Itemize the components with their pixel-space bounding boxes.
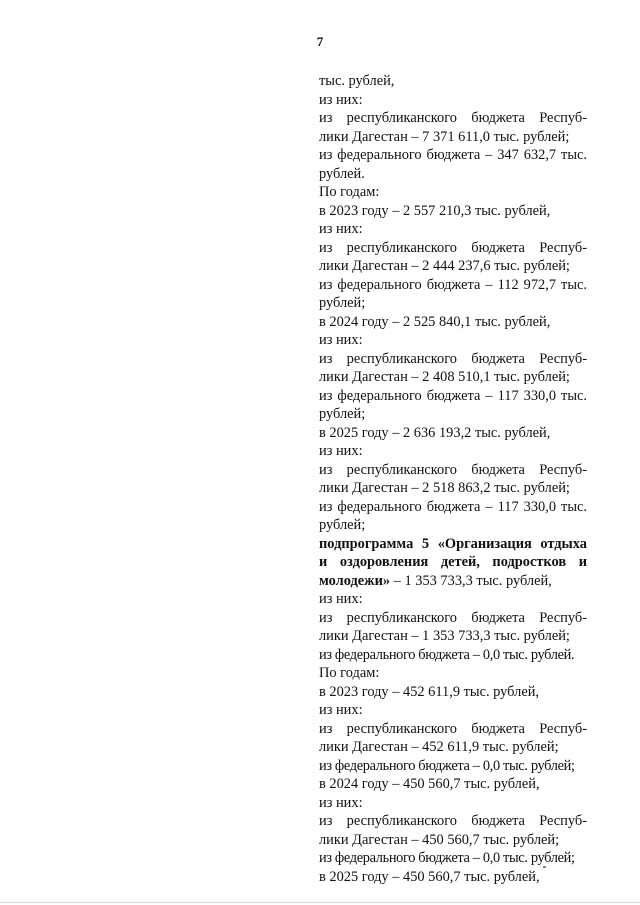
text-line: лики Дагестан – 450 560,7 тыс. рублей; [319,831,560,848]
text-line: лики Дагестан – 2 444 237,6 тыс. рублей; [319,258,570,274]
text-line: тыс. рублей, [319,73,395,89]
text-line: в 2023 году – 2 557 210,3 тыс. рублей, [319,202,551,219]
text-line: из республиканского бюджета Респуб- [319,609,587,626]
text-line: рублей. [319,165,365,182]
text-line: лики Дагестан – 2 408 510,1 тыс. рублей; [319,369,570,385]
text-line: По годам: [319,184,380,200]
text-line: в 2025 году – 2 636 193,2 тыс. рублей, [319,424,551,441]
text-line: из федерального бюджета – 117 330,0 тыс. [319,387,587,404]
page-number: 7 [316,34,324,49]
text-line: из них: [319,91,363,108]
page-bottom-edge [0,902,640,903]
text-line: из федерального бюджета – 0,0 тыс. рублей; [319,850,575,866]
text-line: лики Дагестан – 7 371 611,0 тыс. рублей; [319,128,570,145]
text-line: из федерального бюджета – 0,0 тыс. рублей. [319,646,575,663]
text-line: лики Дагестан – 2 518 863,2 тыс. рублей; [319,480,570,496]
subprogram-title-end: молодежи» [319,572,391,589]
text-line: из республиканского бюджета Респуб- [319,813,587,829]
document-text-column [319,72,587,886]
text-line: из республиканского бюджета Респуб- [319,350,587,367]
text-line: из них: [319,443,363,459]
text-line: в 2023 году – 452 611,9 тыс. рублей, [319,683,540,700]
text-line: По годам: [319,665,380,681]
text-line: из федерального бюджета – 117 330,0 тыс. [319,498,587,515]
text-line: рублей; [319,295,366,311]
text-line: из них: [319,794,363,811]
text-line: из них: [319,221,363,237]
text-line [319,572,587,591]
subprogram-amount: – 1 353 733,3 тыс. рублей, [390,572,552,589]
text-line: из федерального бюджета – 347 632,7 тыс. [319,147,587,163]
text-line: из республиканского бюджета Респуб- [319,461,587,478]
text-line: рублей; [319,406,366,422]
text-line: из республиканского бюджета Респуб- [319,110,587,126]
text-line: и оздоровления детей, подростков и [319,554,587,570]
text-line: из республиканского бюджета Респуб- [319,239,587,256]
text-line: в 2025 году – 450 560,7 тыс. рублей, [319,868,540,885]
text-line: из них: [319,702,363,718]
text-line: подпрограмма 5 «Организация отдыха [319,535,587,552]
text-line: из них: [319,591,363,607]
text-line: из федерального бюджета – 112 972,7 тыс. [319,276,587,293]
text-line: в 2024 году – 450 560,7 тыс. рублей, [319,776,540,792]
text-line: лики Дагестан – 1 353 733,3 тыс. рублей; [319,628,570,644]
scan-speck [543,866,546,868]
text-line: лики Дагестан – 452 611,9 тыс. рублей; [319,739,559,755]
text-line: из республиканского бюджета Респуб- [319,720,587,737]
text-line: из федерального бюджета – 0,0 тыс. рублей; [319,757,575,774]
text-line: рублей; [319,517,366,533]
text-line: из них: [319,332,363,348]
text-line: в 2024 году – 2 525 840,1 тыс. рублей, [319,313,551,330]
